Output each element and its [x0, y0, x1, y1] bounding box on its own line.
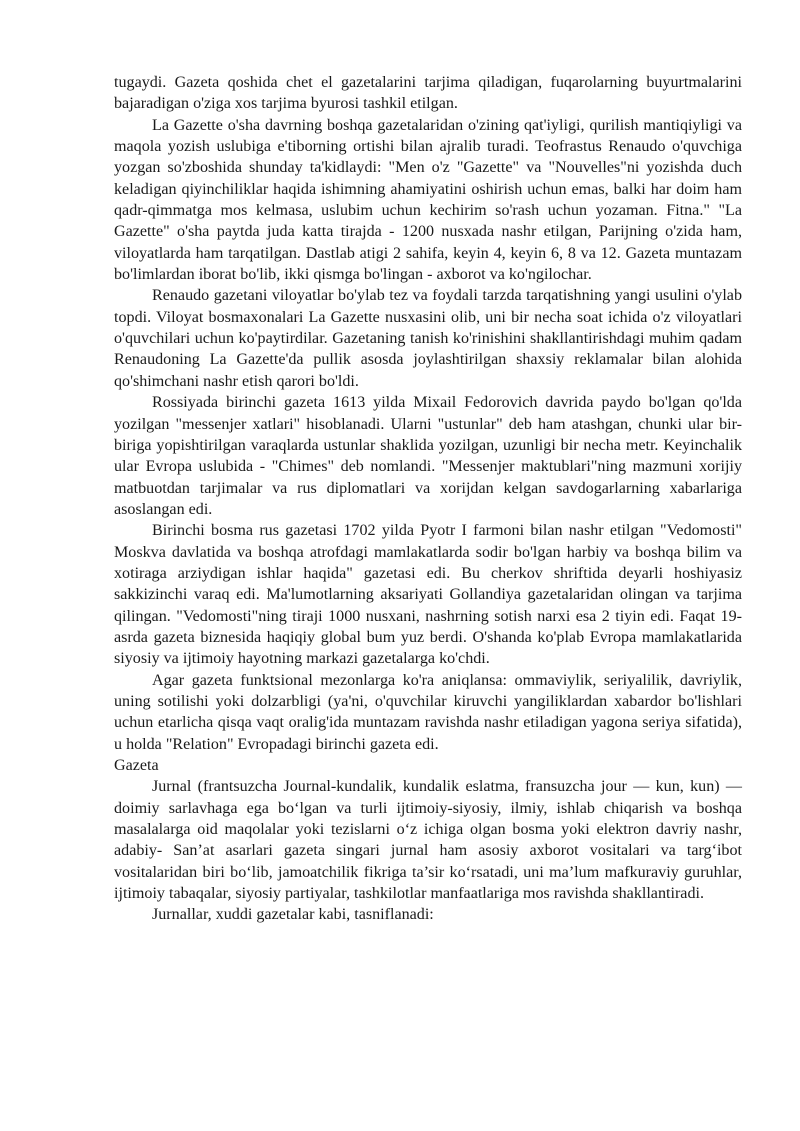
paragraph-la-gazette-style: La Gazette o'sha davrning boshqa gazetalaridan o'zining qat'iyligi, qurilish mantiqiyligi va maqola yozish uslubiga e'tiborning ortishi bilan ajralib turadi. Teofrastus Renaudo o'quvchiga yozgan so'zboshida shunday ta'kidlaydi: "Men o'z "Gazette" va "Nouvelles"ni yozishda duch keladigan qiyinchiliklar haqida ishimning ahamiyatini oshirish uchun emas, balki har doim ham qadr-qimmatga mos kelmasa, uslubim uchun kechirim so'rash uchun yozaman. Fitna." "La Gazette" o'sha paytda juda katta tirajda - 1200 nusxada nashr etilgan, Parijning o'zida ham, viloyatlarda ham tarqatilgan. Dastlab atigi 2 sahifa, keyin 4, keyin 6, 8 va 12. Gazeta muntazam bo'limlardan iborat bo'lib, ikki qismga bo'lingan - axborot va ko'ngilochar.	[114, 116, 742, 284]
paragraph-functional-criteria: Agar gazeta funktsional mezonlarga ko'ra aniqlansa: ommaviylik, seriyalilik, davriylik, uning sotilishi yoki dolzarbligi (ya'ni, o'quvchilar kiruvchi yangiliklardan xabardor bo'lishlari uchun etarlicha qisqa vaqt oralig'ida muntazam ravishda nashr etiladigan yagona seriya sifatida), u holda "Relation" Evropadagi birinchi gazeta edi.	[114, 671, 742, 753]
paragraph-journal-classification: Jurnallar, xuddi gazetalar kabi, tasniflanadi:	[152, 906, 434, 924]
paragraph-gazeta-label: Gazeta	[114, 757, 159, 774]
paragraph-continuation: tugaydi. Gazeta qoshida chet el gazetalarini tarjima qiladigan, fuqarolarning buyurtmalarini bajaradigan o'ziga xos tarjima byurosi tashkil etilgan.	[114, 74, 742, 113]
paragraph-russia-first-newspaper: Rossiyada birinchi gazeta 1613 yilda Mixail Fedorovich davrida paydo bo'lgan qo'lda yozilgan "messenjer xatlari" hisoblanadi. Ularni "ustunlar" deb ham atashgan, chunki ular bir-biriga yopishtirilgan varaqlarda ustunlar shaklida yozilgan, uzunligi bir necha metr. Keyinchalik ular Evropa uslubida - "Chimes" deb nomlandi. "Messenjer maktublari"ning mazmuni xorijiy matbuotdan tarjimalar va rus diplomatlari va xorijdan kelgan savdogarlarning xabarlariga asoslangan edi.	[114, 394, 742, 518]
paragraph-journal-definition: Jurnal (frantsuzcha Journal-kundalik, kundalik eslatma, fransuzcha jour — kun, kun) — doimiy sarlavhaga ega bo‘lgan va turli ijtimoiy-siyosiy, ilmiy, ishlab chiqarish va boshqa masalalarga oid maqolalar yoki tezislarni o‘z ichiga olgan bosma yoki elektron davriy nashr, adabiy- San’at asarlari gazeta singari jurnal ham asosiy axborot vositalari va targ‘ibot vositalaridan biri bo‘lib, jamoatchilik fikriga ta’sir ko‘rsatadi, uni ma’lum mafkuraviy guruhlar, ijtimoiy tabaqalar, siyosiy partiyalar, tashkilotlar manfaatlariga mos ravishda shakllantiradi.	[114, 778, 742, 903]
paragraph-vedomosti: Birinchi bosma rus gazetasi 1702 yilda Pyotr I farmoni bilan nashr etilgan "Vedomosti" Moskva davlatida va boshqa atrofdagi mamlakatlarda sodir bo'lgan harbiy va boshqa bilim va xotiraga arziydigan ishlar haqida" gazetasi edi. Bu cherkov shriftida deyarli hoshiyasiz sakkizinchi varaq edi. Ma'lumotlarning aksariyati Gollandiya gazetalaridan olingan va tarjima qilingan. "Vedomosti"ning tiraji 1000 nusxani, nashrning sotish narxi esa 2 tiyin edi. Faqat 19-asrda gazeta biznesida haqiqiy global bum yuz berdi. O'shanda ko'plab Evropa mamlakatlarida siyosiy va ijtimoiy hayotning markazi gazetalarga ko'chdi.	[114, 522, 742, 668]
paragraph-renaudo-distribution: Renaudo gazetani viloyatlar bo'ylab tez va foydali tarzda tarqatishning yangi usulini o'ylab topdi. Viloyat bosmaxonalari La Gazette nusxasini olib, uni bir necha soat ichida o'z viloyatlari o'quvchilari uchun ko'paytirdilar. Gazetaning tanish ko'rinishini shakllantirishdagi muhim qadam Renaudoning La Gazette'da pullik asosda joylashtirilgan shaxsiy reklamalar bilan alohida qo'shimchani nashr etish qarori bo'ldi.	[114, 287, 742, 390]
document-page	[114, 72, 742, 926]
